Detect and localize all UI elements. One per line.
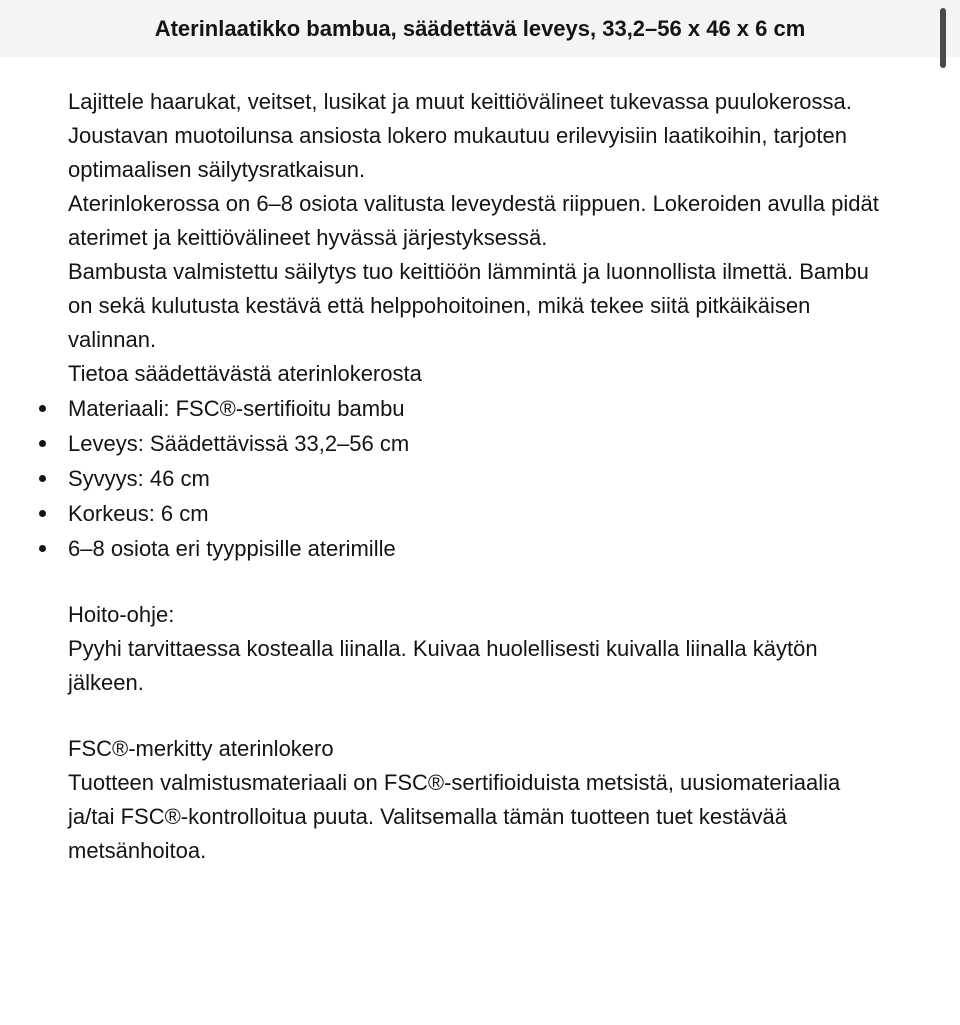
list-item: Leveys: Säädettävissä 33,2–56 cm: [68, 426, 890, 461]
fsc-heading: FSC®-merkitty aterinlokero: [68, 736, 334, 761]
header: [0, 0, 960, 57]
care-text: Pyyhi tarvittaessa kostealla liinalla. Kuivaa huolellisesti kuivalla liinalla käytön jälkeen.: [68, 636, 818, 695]
list-item: 6–8 osiota eri tyyppisille aterimille: [68, 531, 890, 566]
details-list: [68, 391, 890, 566]
details-heading: Tietoa säädettävästä aterinlokerosta: [68, 361, 422, 386]
details-section: [68, 357, 890, 566]
list-item: Materiaali: FSC®-sertifioitu bambu: [68, 391, 890, 426]
list-item: Korkeus: 6 cm: [68, 496, 890, 531]
list-item: Syvyys: 46 cm: [68, 461, 890, 496]
description-content: [0, 57, 960, 868]
care-heading: Hoito-ohje:: [68, 602, 175, 627]
scrollbar-thumb[interactable]: [940, 8, 946, 68]
description-paragraph: Bambusta valmistettu säilytys tuo keittiöön lämmintä ja luonnollista ilmettä. Bambu on sekä kulutusta kestävä että helppohoitoinen, mikä tekee siitä pitkäikäisen valinnan.: [68, 259, 869, 352]
fsc-section: [68, 732, 890, 868]
care-section: [68, 598, 890, 700]
page-title: Aterinlaatikko bambua, säädettävä leveys, 33,2–56 x 46 x 6 cm: [154, 15, 806, 41]
description-paragraph: Lajittele haarukat, veitset, lusikat ja muut keittiövälineet tukevassa puulokerossa. Joustavan muotoilunsa ansiosta lokero mukautuu erilevyisiin laatikoihin, tarjoten optimaalisen säilytysratkaisun.: [68, 89, 852, 182]
description-paragraph: Aterinlokerossa on 6–8 osiota valitusta leveydestä riippuen. Lokeroiden avulla pidät aterimet ja keittiövälineet hyvässä järjestyksessä.: [68, 191, 879, 250]
fsc-text: Tuotteen valmistusmateriaali on FSC®-sertifioiduista metsistä, uusiomateriaalia ja/tai FSC®-kontrolloitua puuta. Valitsemalla tämän tuotteen tuet kestävää metsänhoitoa.: [68, 770, 841, 863]
